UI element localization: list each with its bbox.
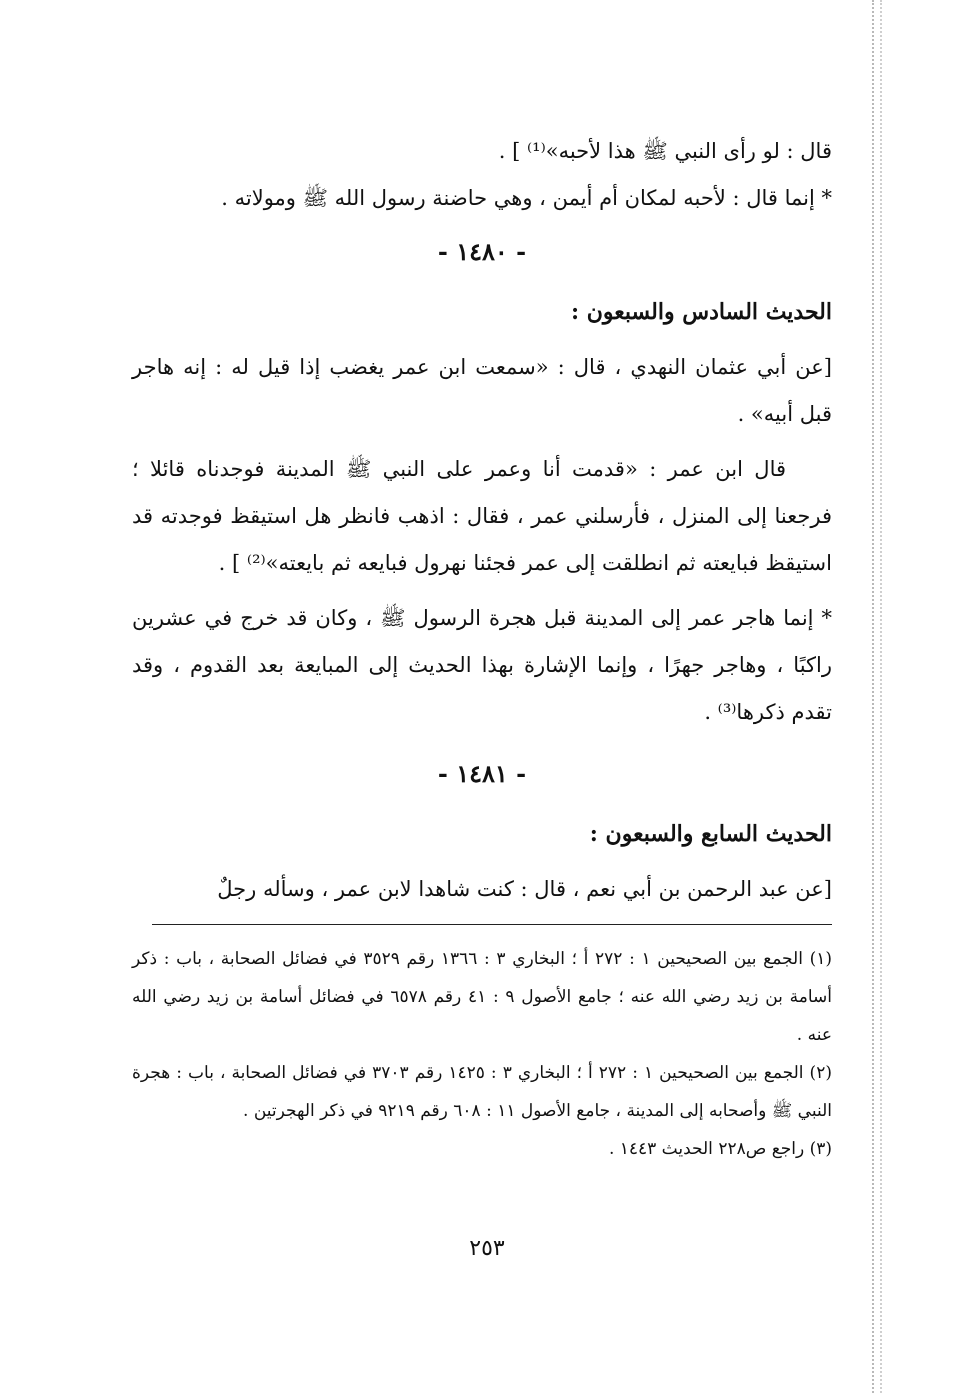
- page-number: ٢٥٣: [469, 1236, 505, 1261]
- main-text: [132, 128, 832, 913]
- footnote-2: (٢) الجمع بين الصحيحين ١ : ٢٧٢ أ ؛ البخاري ٣ : ١٤٢٥ رقم ٣٧٠٣ في فضائل الصحابة ، باب : هجرة النبي ﷺ وأصحابه إلى المدينة ، جامع الأصول ١١ : ٦٠٨ رقم ٩٢١٩ في ذكر الهجرتين .: [132, 1063, 832, 1121]
- paragraph-1: قال : لو رأى النبي ﷺ هذا لأحبه»⁽¹⁾ ] .: [498, 139, 832, 163]
- paragraph-2-commentary: * إنما قال : لأحبه لمكان أم أيمن ، وهي حاضنة رسول الله ﷺ ومولاته .: [221, 186, 832, 210]
- section-heading-76: الحديث السادس والسبعون :: [570, 299, 832, 325]
- footnotes: [132, 940, 832, 1168]
- paragraph-5-commentary: * إنما هاجر عمر إلى المدينة قبل هجرة الرسول ﷺ ، وكان قد خرج في عشرين راكبًا ، وهاجر جهرًا ، وإنما الإشارة بهذا الحديث إلى المبايعة بعد القدوم ، وقد تقدم ذكرها⁽³⁾ .: [132, 606, 832, 724]
- section-heading-77: الحديث السابع والسبعون :: [589, 821, 832, 847]
- paragraph-3: [عن أبي عثمان النهدي ، قال : «سمعت ابن عمر يغضب إذا قيل له : إنه هاجر قبل أبيه» .: [132, 355, 832, 426]
- scan-edge-line: [872, 0, 874, 1393]
- hadith-number-1481: - ١٤٨١ -: [437, 759, 527, 788]
- footnote-3: (٣) راجع ص٢٢٨ الحديث ١٤٤٣ .: [608, 1139, 832, 1159]
- paragraph-4: قال ابن عمر : «قدمت أنا وعمر على النبي ﷺ المدينة فوجدناه قائلا ؛ فرجعنا إلى المنزل ، فأرسلني عمر ، فقال : اذهب فانظر هل استيقظ فوجدته قد استيقظ فبايعته ثم انطلقت إلى عمر فجئنا نهرول فبايعه ثم بايعته»⁽²⁾ ] .: [132, 457, 832, 575]
- footnote-divider: [152, 924, 832, 925]
- footnote-1: (١) الجمع بين الصحيحين ١ : ٢٧٢ أ ؛ البخاري ٣ : ١٣٦٦ رقم ٣٥٢٩ في فضائل الصحابة ، باب : ذكر أسامة بن زيد رضي الله عنه ؛ جامع الأصول ٩ : ٤١ رقم ٦٥٧٨ في فضائل أسامة بن زيد رضي الله عنه .: [132, 949, 832, 1045]
- scan-edge-line-outer: [880, 0, 882, 1393]
- paragraph-6: [عن عبد الرحمن بن أبي نعم ، قال : كنت شاهدا لابن عمر ، وسأله رجلٌ: [217, 877, 832, 901]
- hadith-number-1480: - ١٤٨٠ -: [437, 237, 527, 266]
